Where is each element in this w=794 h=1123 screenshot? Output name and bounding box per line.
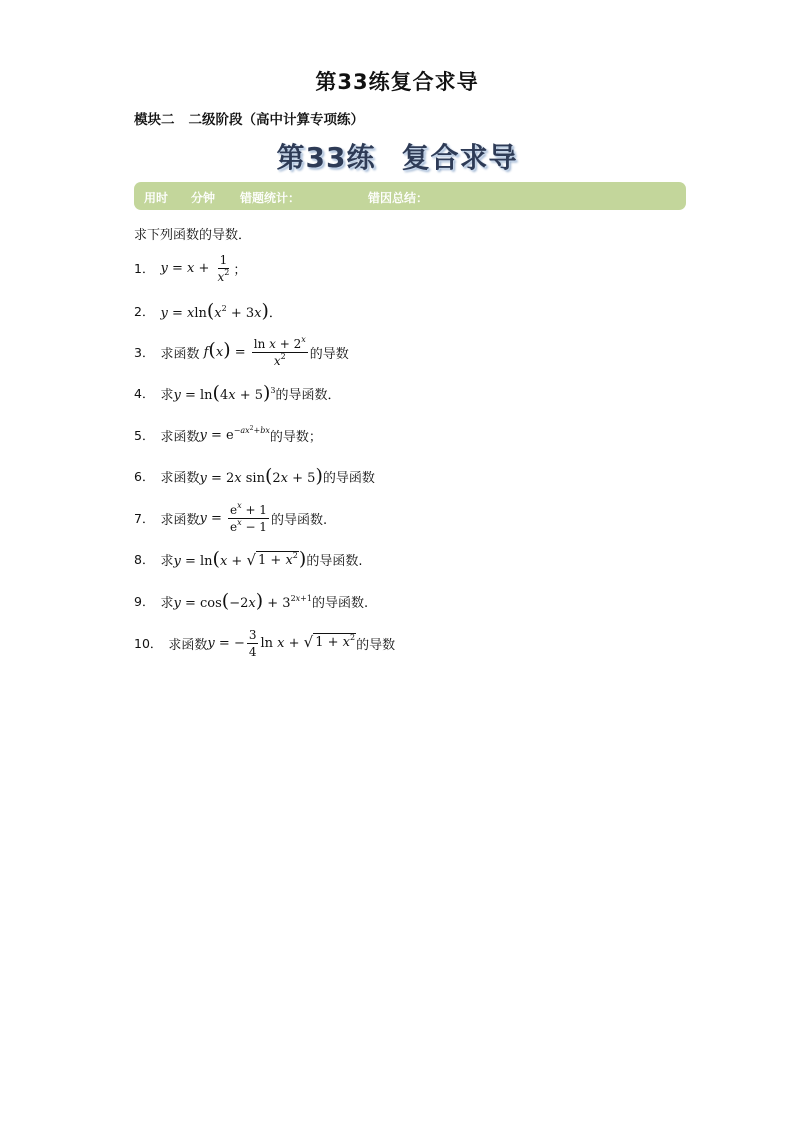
problem-prefix: 求	[160, 553, 174, 569]
problem-number: 9．	[134, 594, 155, 609]
problem-suffix: 的导函数．	[275, 387, 341, 403]
problem-2	[134, 296, 282, 326]
problem-number: 7．	[134, 511, 155, 526]
problem-suffix: 的导函数.	[306, 553, 363, 569]
problem-prefix: 求函数	[160, 346, 200, 362]
module-heading	[134, 108, 364, 128]
problem-prefix: 求	[160, 387, 174, 403]
formula: y = $\frac{e^x + 1}{e^x - 1}$	[199, 500, 267, 534]
problem-1	[134, 253, 246, 283]
problem-3	[134, 334, 349, 368]
problem-number: 3．	[134, 345, 155, 360]
problem-4	[134, 378, 341, 408]
problem-number: 10．	[134, 636, 163, 651]
problem-5	[134, 420, 322, 450]
problem-10	[134, 628, 395, 658]
problem-7	[134, 500, 328, 534]
problem-suffix: 的导函数.	[270, 512, 328, 528]
formula: f(x) = $\frac{\ln x + 2^x}{x^2}$	[203, 334, 306, 368]
formula: y = − $\frac{3}{4}$ ln x + √ $1 + x^2$	[207, 627, 356, 659]
error-reason-label: 错因总结：	[368, 191, 429, 205]
formula: $y = \cos(-2x) + 3^{2x+1}$	[173, 589, 312, 612]
problem-number: 6．	[134, 469, 155, 484]
banner-right: 复合求导	[401, 141, 518, 174]
problem-number: 1．	[134, 261, 155, 276]
problem-prefix: 求	[160, 595, 174, 611]
problem-prefix: 求函数	[160, 512, 200, 528]
problem-number: 8．	[134, 552, 155, 567]
formula: $y = xln(x^2 + 3x)$	[160, 299, 269, 322]
formula: y = ln(x + √ $1 + x^2$ )	[173, 547, 307, 570]
stats-bar	[134, 182, 686, 210]
problem-prefix: 求函数	[168, 637, 208, 653]
problem-6	[134, 461, 375, 491]
error-count-label: 错题统计：	[240, 191, 301, 205]
module-stage: 二级阶段（高中计算专项练）	[188, 112, 364, 128]
banner-left: 第33练	[276, 141, 376, 174]
problem-prefix: 求函数	[160, 470, 200, 486]
formula: $y = e^{-ax^2+bx}$	[199, 424, 270, 443]
module-label: 模块二	[134, 112, 175, 128]
formula: y = 2x sin(2x + 5)	[199, 464, 323, 487]
problem-number: 2．	[134, 304, 155, 319]
problem-prefix: 求函数	[160, 429, 200, 445]
problem-8	[134, 544, 362, 574]
page-title: 第33练复合求导	[315, 70, 479, 94]
problem-9	[134, 586, 368, 616]
problem-suffix: 的导函数	[322, 470, 375, 486]
problem-suffix: 的导数；	[269, 429, 322, 445]
formula: y = x + $\frac{1}{x^2}$	[160, 252, 230, 284]
problem-suffix: 的导函数.	[311, 595, 369, 611]
minute-label: 分钟	[191, 191, 216, 205]
instructions: 求下列函数的导数．	[134, 228, 252, 243]
problem-number: 4．	[134, 386, 155, 401]
problem-number: 5．	[134, 428, 155, 443]
time-label: 用时	[144, 191, 169, 205]
problem-suffix: ．	[268, 305, 282, 321]
problem-suffix: 的导数	[356, 637, 396, 653]
problem-suffix: 的导数	[309, 346, 349, 362]
formula: $y = \ln(4x + 5)^3$	[173, 381, 276, 404]
banner-title	[0, 136, 794, 176]
problem-suffix: ；	[233, 262, 247, 278]
